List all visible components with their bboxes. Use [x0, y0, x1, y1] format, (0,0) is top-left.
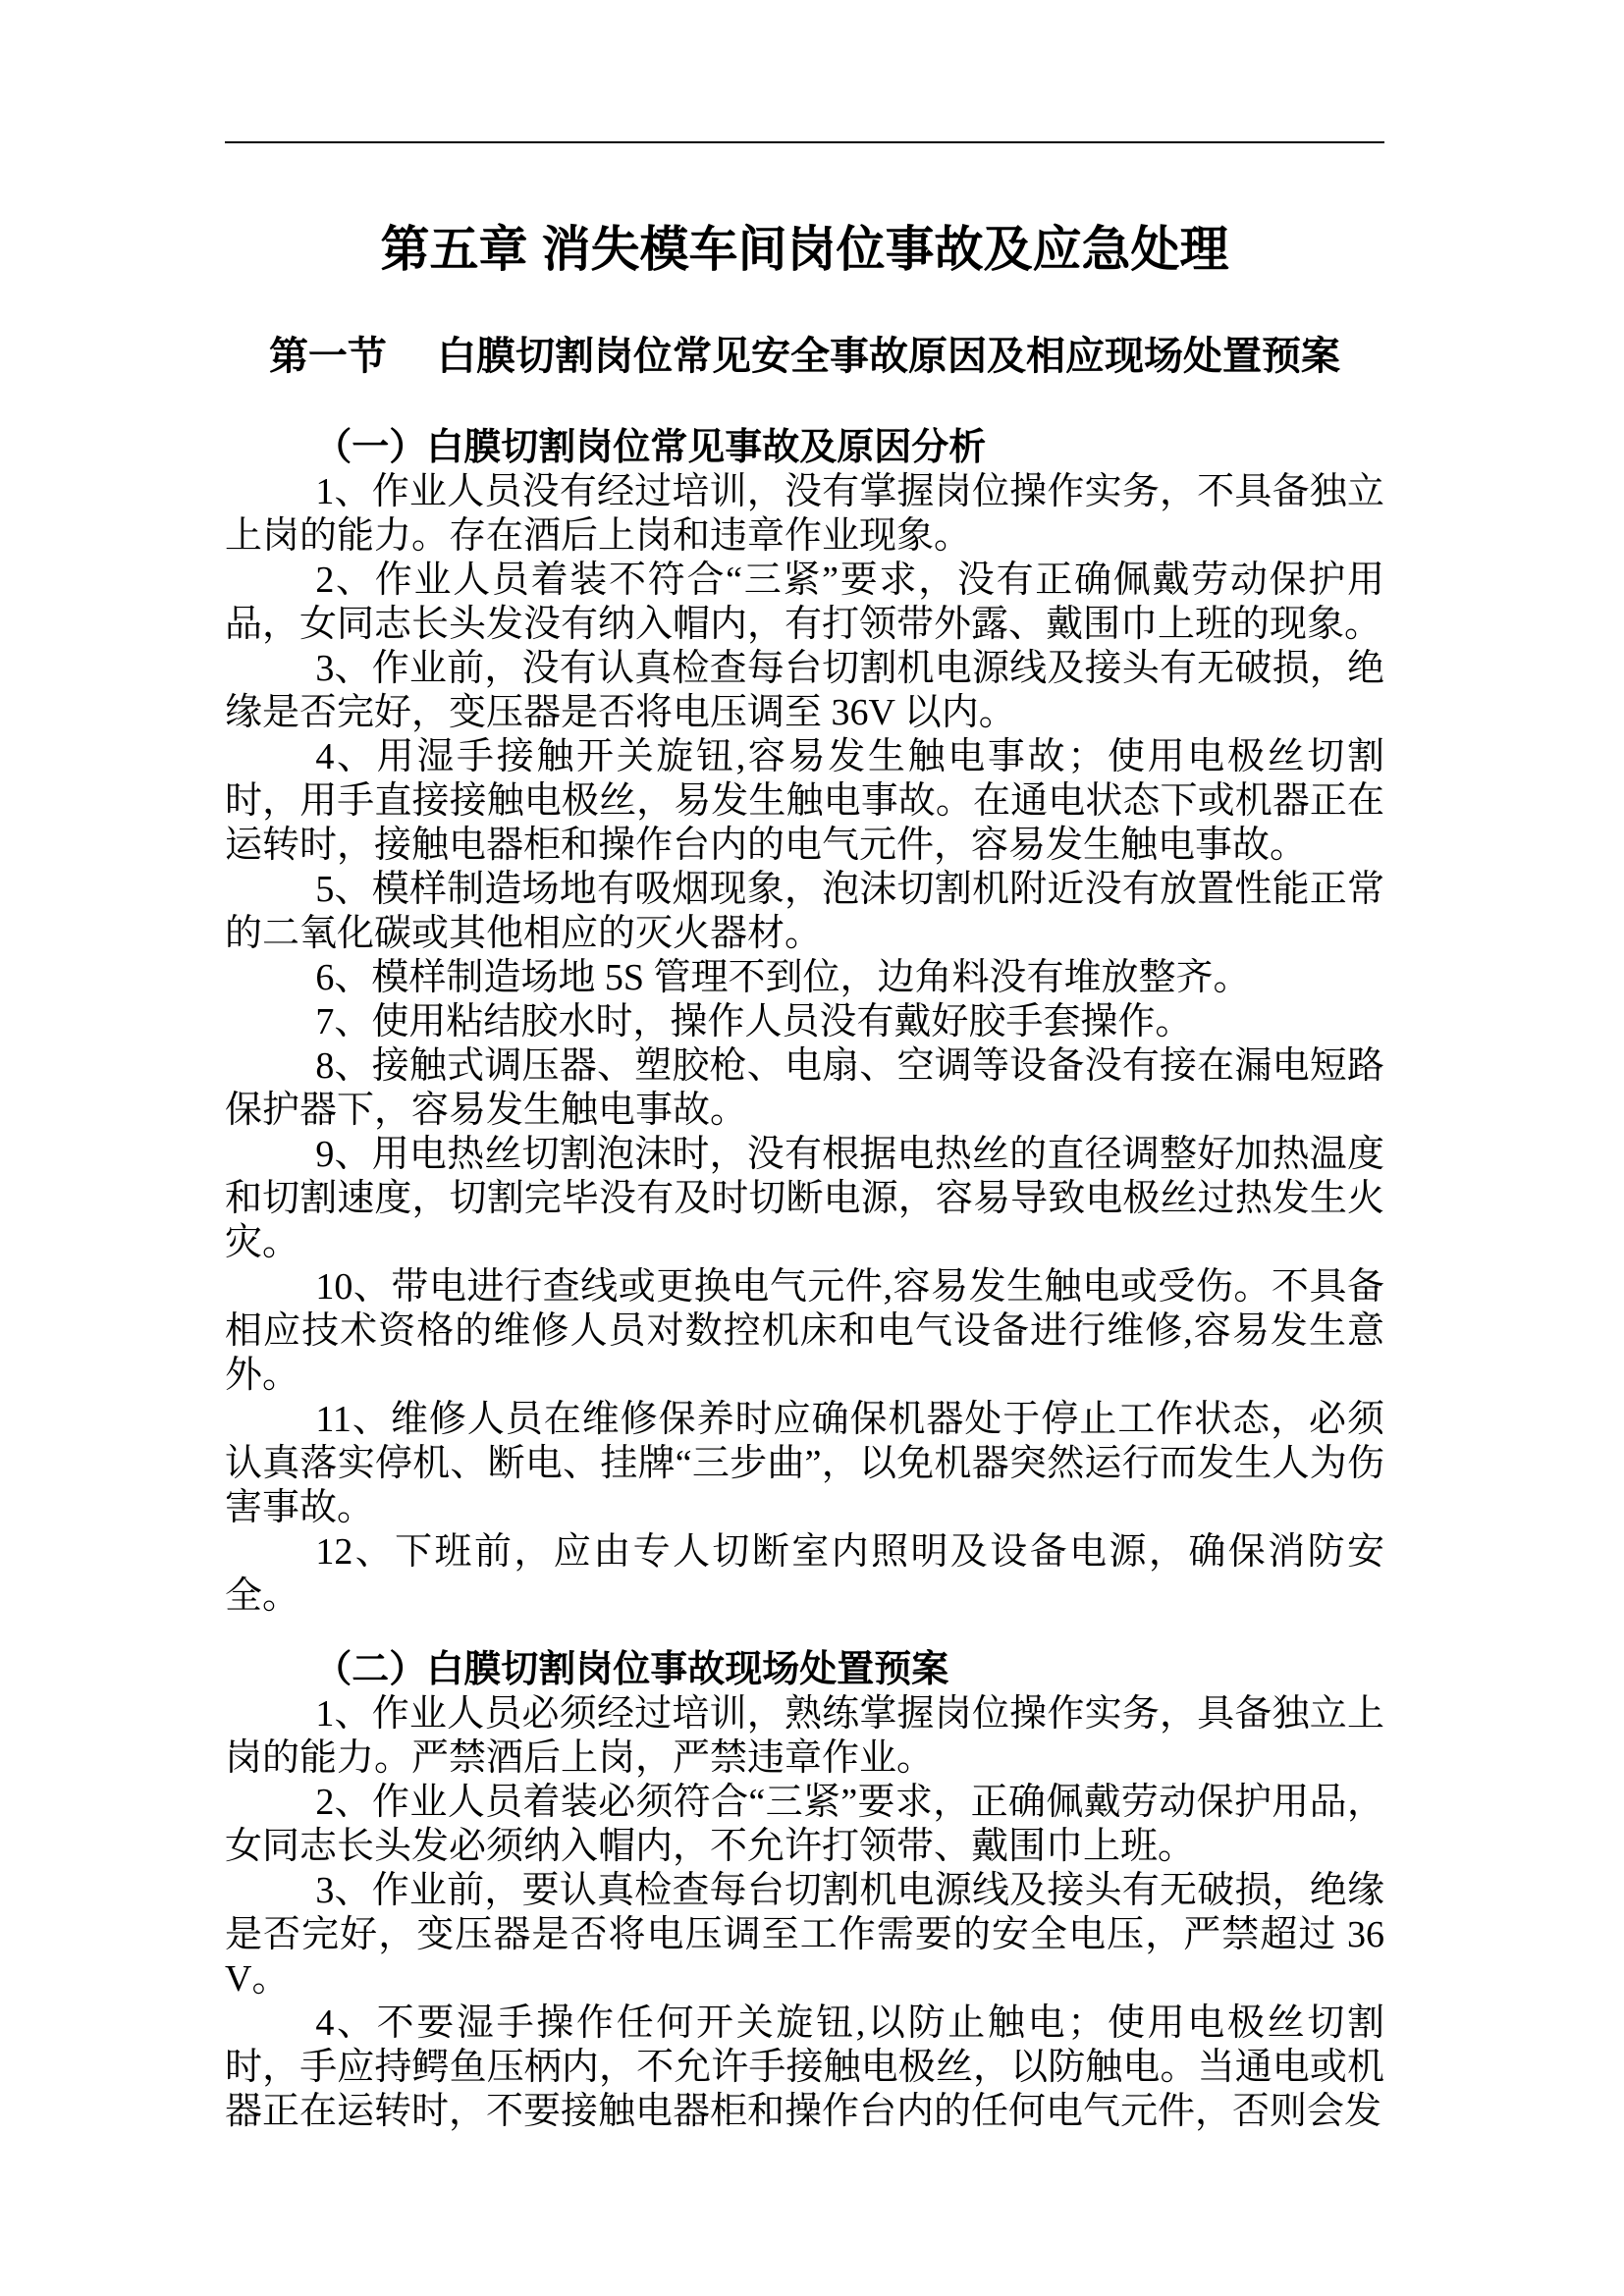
- paragraph: 5、模样制造场地有吸烟现象，泡沫切割机附近没有放置性能正常的二氧化碳或其他相应的灭火器材。: [225, 869, 1384, 954]
- section-accident-causes: [225, 426, 1384, 1619]
- paragraph: 1、作业人员必须经过培训，熟练掌握岗位操作实务，具备独立上岗的能力。严禁酒后上岗，严禁违章作业。: [225, 1693, 1384, 1779]
- paragraph: 7、使用粘结胶水时，操作人员没有戴好胶手套操作。: [315, 1001, 1193, 1042]
- paragraph: 10、带电进行查线或更换电气元件,容易发生触电或受伤。不具备相应技术资格的维修人员对数控机床和电气设备进行维修,容易发生意外。: [225, 1266, 1384, 1396]
- subsection-heading-response-plan: （二）白膜切割岗位事故现场处置预案: [314, 1649, 949, 1690]
- paragraph: 12、下班前，应由专人切断室内照明及设备电源，确保消防安全。: [225, 1531, 1384, 1617]
- section-response-plan: [225, 1648, 1384, 2134]
- paragraph: 8、接触式调压器、塑胶枪、电扇、空调等设备没有接在漏电短路保护器下，容易发生触电事故。: [225, 1045, 1384, 1131]
- subsection-heading-causes: （一）白膜切割岗位常见事故及原因分析: [314, 427, 987, 468]
- paragraph: 2、作业人员着装必须符合“三紧”要求，正确佩戴劳动保护用品，女同志长头发必须纳入帽内，不允许打领带、戴围巾上班。: [225, 1782, 1384, 1867]
- paragraph: 1、作业人员没有经过培训，没有掌握岗位操作实务，不具备独立上岗的能力。存在酒后上岗和违章作业现象。: [225, 471, 1384, 557]
- paragraph: 2、作业人员着装不符合“三紧”要求，没有正确佩戴劳动保护用品，女同志长头发没有纳入帽内，有打领带外露、戴围巾上班的现象。: [225, 560, 1384, 645]
- paragraph: 3、作业前，要认真检查每台切割机电源线及接头有无破损，绝缘是否完好，变压器是否将电压调至工作需要的安全电压，严禁超过 36V。: [225, 1870, 1384, 2000]
- paragraph: 11、维修人员在维修保养时应确保机器处于停止工作状态，必须认真落实停机、断电、挂牌“三步曲”，以免机器突然运行而发生人为伤害事故。: [225, 1399, 1384, 1528]
- paragraph: 6、模样制造场地 5S 管理不到位，边角料没有堆放整齐。: [315, 957, 1251, 998]
- section-title: 第一节 白膜切割岗位常见安全事故原因及相应现场处置预案: [268, 335, 1341, 378]
- chapter-title: 第五章 消失模车间岗位事故及应急处理: [380, 222, 1229, 277]
- paragraph: 4、用湿手接触开关旋钮,容易发生触电事故；使用电极丝切割时，用手直接接触电极丝，易发生触电事故。在通电状态下或机器正在运转时，接触电器柜和操作台内的电气元件，容易发生触电事故。: [225, 736, 1384, 866]
- paragraph: 9、用电热丝切割泡沫时，没有根据电热丝的直径调整好加热温度和切割速度，切割完毕没有及时切断电源，容易导致电极丝过热发生火灾。: [225, 1134, 1384, 1263]
- paragraph: 4、不要湿手操作任何开关旋钮,以防止触电；使用电极丝切割时，手应持鳄鱼压柄内，不允许手接触电极丝，以防触电。当通电或机器正在运转时，不要接触电器柜和操作台内的任何电气元件，否则会发: [225, 2002, 1384, 2132]
- header-rule: [225, 141, 1384, 143]
- paragraph: 3、作业前，没有认真检查每台切割机电源线及接头有无破损，绝缘是否完好，变压器是否将电压调至 36V 以内。: [225, 648, 1384, 733]
